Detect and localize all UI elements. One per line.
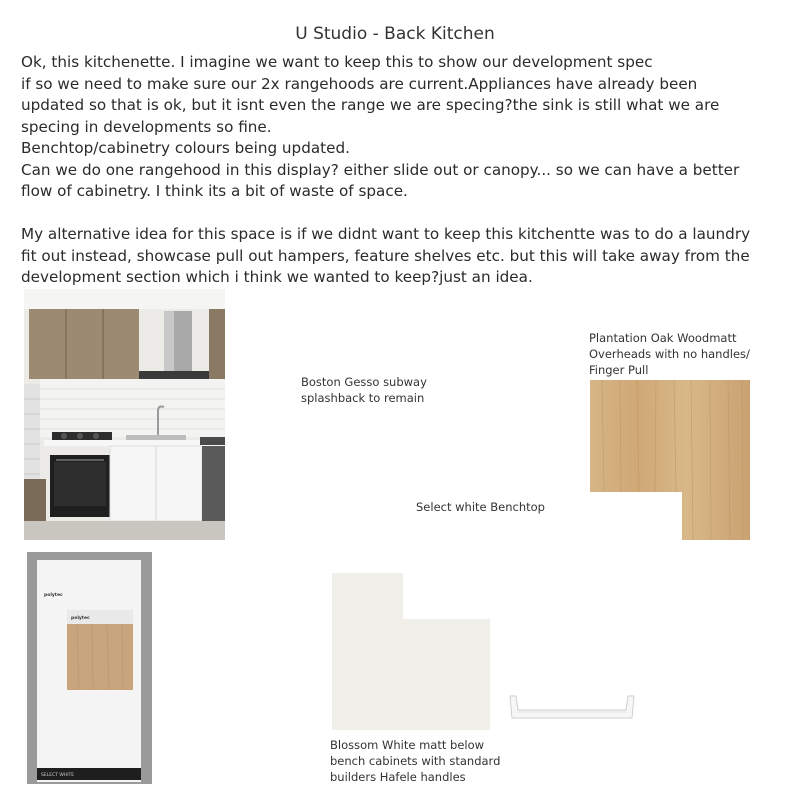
note-line: fit out instead, showcase pull out hampers, feature shelves etc. but this will take away from the [21, 246, 750, 265]
notes-text [21, 52, 793, 289]
brand-label: polytec [71, 616, 90, 621]
caption-line: Plantation Oak Woodmatt [589, 331, 737, 345]
hafele-handle [506, 688, 638, 724]
caption-line: Blossom White matt below [330, 738, 485, 752]
note-line: Ok, this kitchenette. I imagine we want to keep this to show our development spec [21, 53, 653, 71]
caption-line: bench cabinets with standard [330, 754, 501, 768]
page-title: U Studio - Back Kitchen [295, 24, 495, 44]
note-line: flow of cabinetry. I think its a bit of waste of space. [21, 182, 408, 200]
caption-line: splashback to remain [301, 391, 425, 405]
oak-caption [589, 330, 750, 378]
blossom-white-swatch [332, 573, 492, 730]
splashback-caption [301, 374, 427, 406]
plantation-oak-swatch [590, 380, 750, 540]
board-label: SELECT WHITE [41, 773, 75, 778]
kitchen-photo [24, 289, 225, 540]
caption-line: Finger Pull [589, 363, 649, 377]
upper-cabinet [29, 309, 139, 379]
caption-line: Overheads with no handles/ [589, 347, 750, 361]
note-line: development section which i think we wanted to keep?just an idea. [21, 268, 533, 286]
note-line: specing in developments so fine. [21, 117, 272, 136]
note-line: Benchtop/cabinetry colours being updated. [21, 139, 350, 157]
note-line: updated so that is ok, but it isnt even the range we are specing?the sink is still what we are [21, 96, 720, 114]
note-line: Can we do one rangehood in this display? either slide out or canopy... so we can have a better [21, 160, 740, 179]
note-line: if so we need to make sure our 2x rangehoods are current.Appliances have already been [21, 74, 698, 93]
brand-label: polytec [44, 593, 63, 598]
note-line: My alternative idea for this space is if we didnt want to keep this kitchentte was to do a laundry [21, 225, 751, 243]
benchtop-caption: Select white Benchtop [416, 500, 545, 514]
caption-line: builders Hafele handles [330, 770, 466, 784]
sample-board-photo [27, 552, 152, 784]
blossom-white-caption [330, 737, 500, 785]
caption-line: Boston Gesso subway [301, 375, 427, 389]
